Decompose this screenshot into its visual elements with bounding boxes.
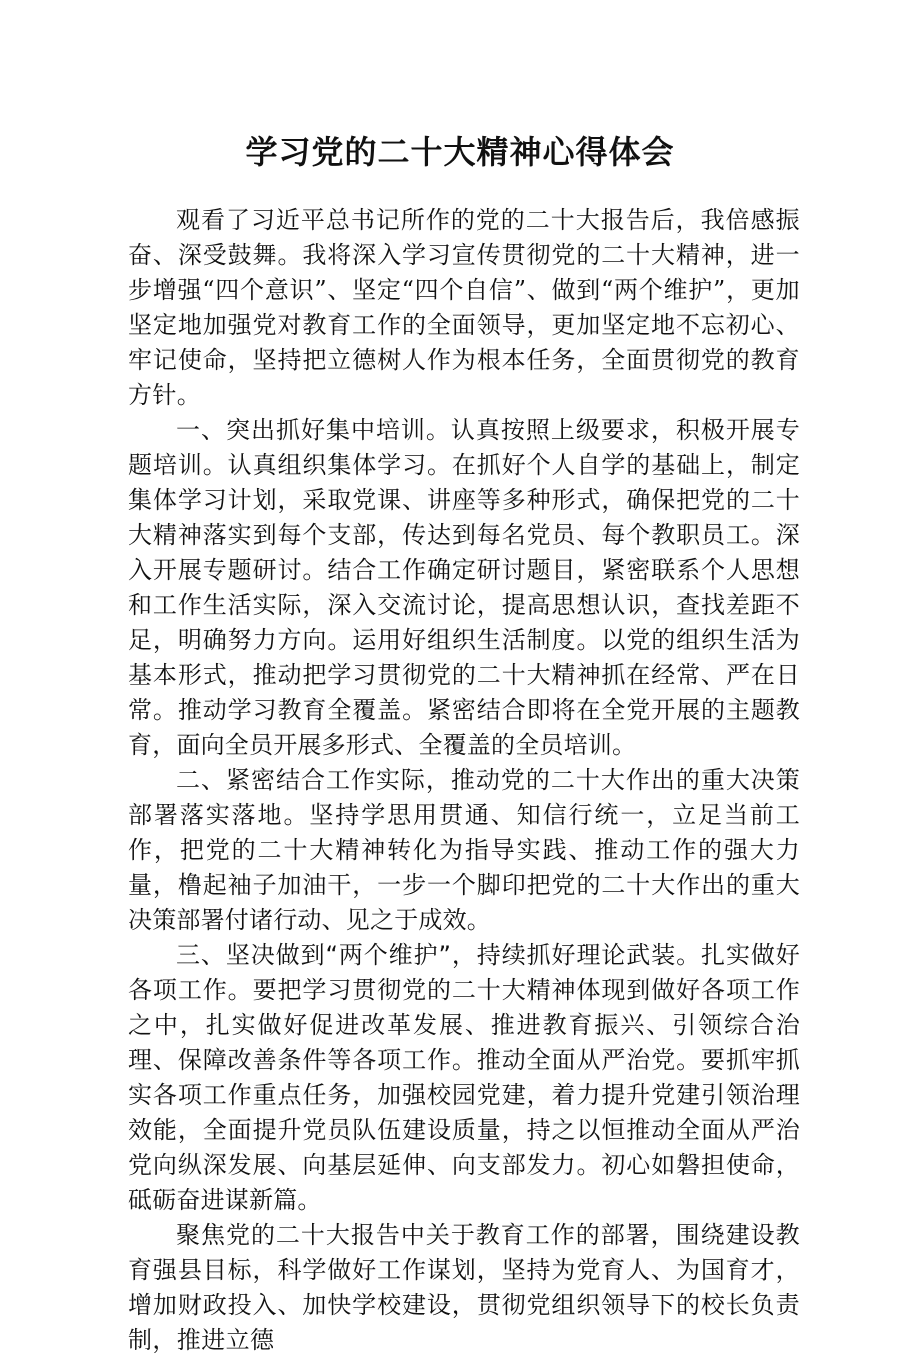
paragraph-section-two: 二、紧密结合工作实际，推动党的二十大作出的重大决策部署落实落地。坚持学思用贯通、知信行统一，立足当前工作，把党的二十大精神转化为指导实践、推动工作的强大力量，橹起袖子加油干，一步一个脚印把党的二十大作出的重大决策部署付诸行动、见之于成效。 <box>128 766 800 934</box>
paragraph-intro: 观看了习近平总书记所作的党的二十大报告后，我倍感振奋、深受鼓舞。我将深入学习宣传贯彻党的二十大精神，进一步增强“四个意识”、坚定“四个自信”、做到“两个维护”，更加坚定地加强党对教育工作的全面领导，更加坚定地不忘初心、牢记使命，坚持把立德树人作为根本任务，全面贯彻党的教育方针。 <box>128 206 800 409</box>
paragraph-section-three: 三、坚决做到“两个维护”，持续抓好理论武装。扎实做好各项工作。要把学习贯彻党的二十大精神体现到做好各项工作之中，扎实做好促进改革发展、推进教育振兴、引领综合治理、保障改善条件等各项工作。推动全面从严治党。要抓牢抓实各项工作重点任务，加强校园党建，着力提升党建引领治理效能，全面提升党员队伍建设质量，持之以恒推动全面从严治党向纵深发展、向基层延伸、向支部发力。初心如磐担使命，砥砺奋进谋新篇。 <box>128 941 800 1214</box>
paragraph-section-one: 一、突出抓好集中培训。认真按照上级要求，积极开展专题培训。认真组织集体学习。在抓好个人自学的基础上，制定集体学习计划，采取党课、讲座等多种形式，确保把党的二十大精神落实到每个支部，传达到每名党员、每个教职员工。深入开展专题研讨。结合工作确定研讨题目，紧密联系个人思想和工作生活实际，深入交流讨论，提高思想认识，查找差距不足，明确努力方向。运用好组织生活制度。以党的组织生活为基本形式，推动把学习贯彻党的二十大精神抓在经常、严在日常。推动学习教育全覆盖。紧密结合即将在全党开展的主题教育，面向全员开展多形式、全覆盖的全员培训。 <box>128 416 800 759</box>
document-title: 学习党的二十大精神心得体会 <box>245 133 675 171</box>
paragraph-conclusion: 聚焦党的二十大报告中关于教育工作的部署，围绕建设教育强县目标，科学做好工作谋划，坚持为党育人、为国育才，增加财政投入、加快学校建设，贯彻党组织领导下的校长负责制，推进立德 <box>128 1221 800 1354</box>
document-body <box>128 203 800 1358</box>
